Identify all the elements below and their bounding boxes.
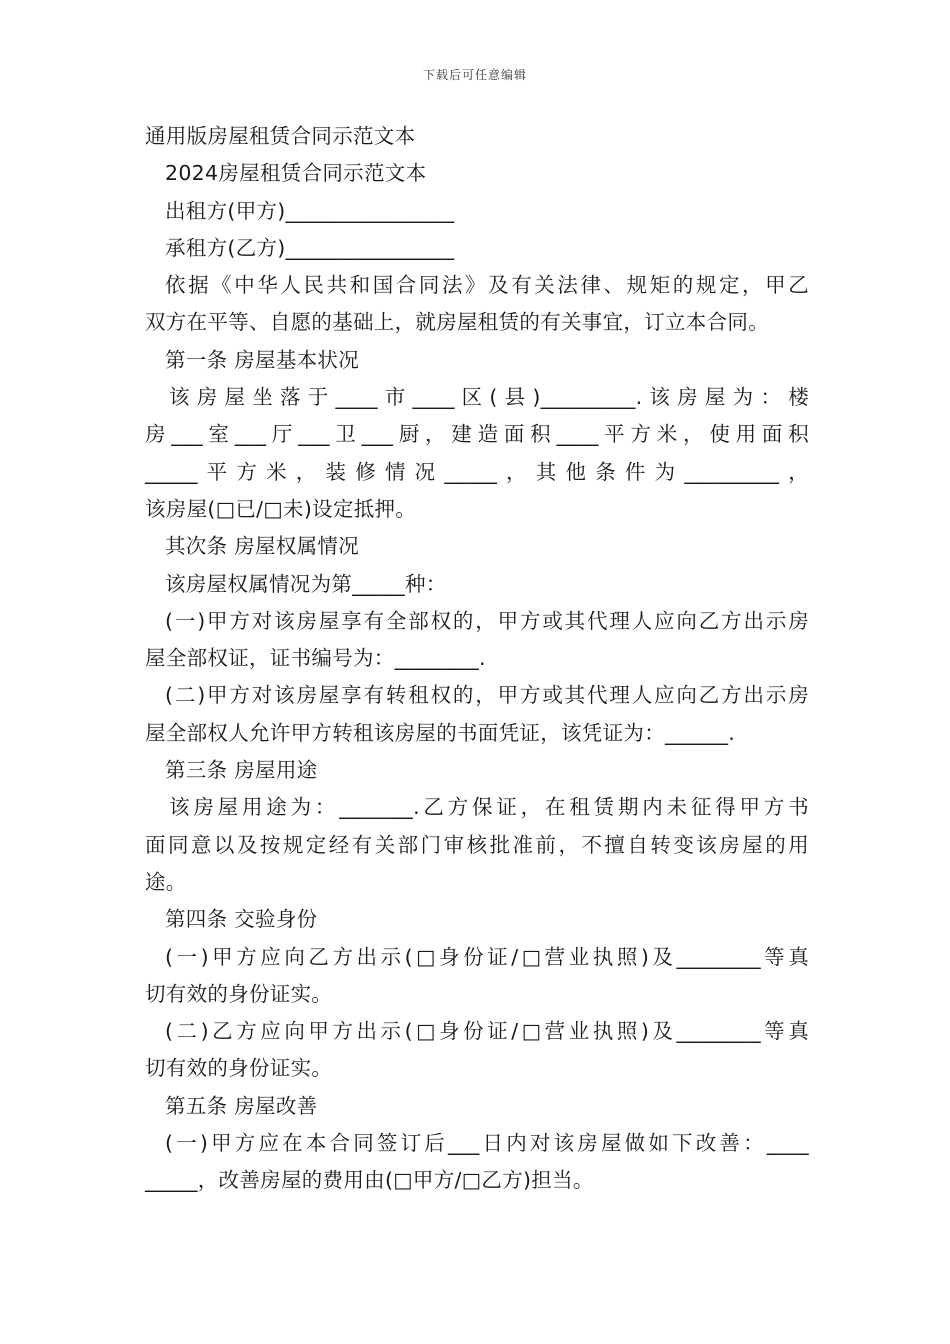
document-title: 通用版房屋租赁合同示范文本 xyxy=(145,124,416,148)
article-2-clause-1-line-1: (一)甲方对该房屋享有全部权的，甲方或其代理人应向乙方出示房 xyxy=(165,608,809,633)
article-1-line-3: _____平方米，装修情况_____，其他条件为_________， xyxy=(145,459,809,484)
article-4-clause-1-line-2: 切有效的身份证实。 xyxy=(145,981,333,1006)
preamble-line-2: 双方在平等、自愿的基础上，就房屋租赁的有关事宜，订立本合同。 xyxy=(145,310,769,335)
article-1-line-1: 该房屋坐落于____市____区(县)_________.该房屋为：楼 xyxy=(169,385,809,410)
article-4-clause-1-line-1: (一)甲方应向乙方出示(□身份证/□营业执照)及________等真 xyxy=(165,944,809,969)
article-5-clause-1-line-1: (一)甲方应在本合同签订后___日内对该房屋做如下改善：____ xyxy=(165,1131,809,1156)
article-4-clause-2-line-1: (二)乙方应向甲方出示(□身份证/□营业执照)及________等真 xyxy=(165,1019,809,1044)
article-2-clause-2-line-2: 屋全部权人允许甲方转租该房屋的书面凭证，该凭证为：______. xyxy=(145,720,736,745)
article-2-clause-1-line-2: 屋全部权证，证书编号为：________. xyxy=(145,646,486,671)
article-3-heading: 第三条 房屋用途 xyxy=(165,758,318,783)
article-4-clause-2-line-2: 切有效的身份证实。 xyxy=(145,1056,333,1081)
article-1-line-2: 房___室___厅___卫___厨，建造面积____平方米，使用面积 xyxy=(145,422,809,447)
article-1-heading: 第一条 房屋基本状况 xyxy=(165,347,360,372)
article-2-clause-2-line-1: (二)甲方对该房屋享有转租权的，甲方或其代理人应向乙方出示房 xyxy=(165,683,809,708)
preamble-line-1: 依据《中华人民共和国合同法》及有关法律、规矩的规定，甲乙 xyxy=(165,273,809,298)
document-body xyxy=(145,118,809,1200)
article-3-line-1: 该房屋用途为：_______.乙方保证，在租赁期内未征得甲方书 xyxy=(169,795,809,820)
article-5-heading: 第五条 房屋改善 xyxy=(165,1093,318,1118)
lessee-line: 承租方(乙方)________________ xyxy=(165,235,455,260)
page-header-note: 下载后可任意编辑 xyxy=(422,68,527,82)
article-2-line-1: 该房屋权属情况为第_____种： xyxy=(165,571,447,596)
document-subtitle: 2024房屋租赁合同示范文本 xyxy=(165,161,427,186)
article-3-line-3: 途。 xyxy=(145,869,187,894)
article-4-heading: 第四条 交验身份 xyxy=(165,907,318,932)
article-1-line-4: 该房屋(□已/□未)设定抵押。 xyxy=(145,496,417,521)
lessor-line: 出租方(甲方)________________ xyxy=(165,198,455,223)
article-3-line-2: 面同意以及按规定经有关部门审核批准前，不擅自转变该房屋的用 xyxy=(145,832,809,857)
article-5-clause-1-line-2: _____，改善房屋的费用由(□甲方/□乙方)担当。 xyxy=(145,1168,594,1193)
article-2-heading: 其次条 房屋权属情况 xyxy=(165,534,360,559)
